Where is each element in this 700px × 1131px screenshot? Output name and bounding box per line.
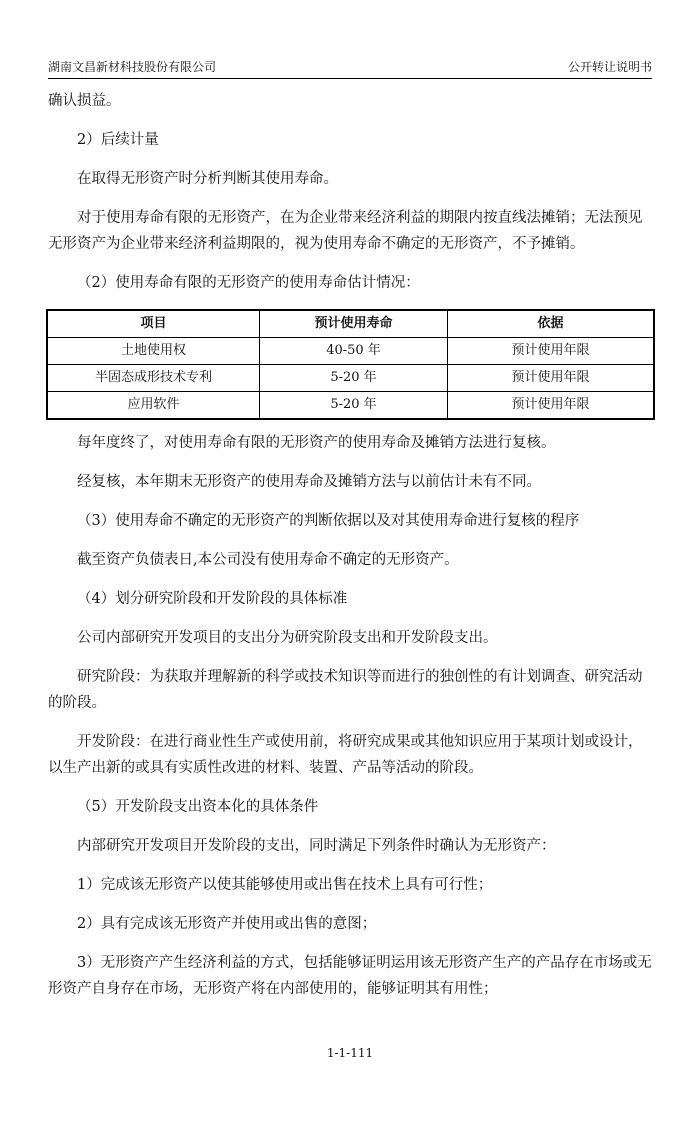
table-cell: 土地使用权 — [47, 338, 259, 365]
table-row — [47, 392, 654, 420]
table-header-row — [47, 310, 654, 338]
table-cell: 40-50 年 — [259, 338, 447, 365]
paragraph: 开发阶段：在进行商业性生产或使用前，将研究成果或其他知识应用于某项计划或设计，以生产出新的或具有实质性改进的材料、装置、产品等活动的阶段。 — [48, 734, 643, 776]
table-cell: 预计使用年限 — [448, 365, 654, 392]
table-cell: 预计使用年限 — [448, 338, 654, 365]
useful-life-table — [46, 309, 655, 420]
paragraph: 2）具有完成该无形资产并使用或出售的意图； — [77, 916, 377, 932]
paragraph: 对于使用寿命有限的无形资产，在为企业带来经济利益的期限内按直线法摊销；无法预见无形资产为企业带来经济利益期限的，视为使用寿命不确定的无形资产，不予摊销。 — [48, 210, 643, 252]
paragraph: （5）开发阶段支出资本化的具体条件 — [77, 799, 319, 815]
table-cell: 应用软件 — [47, 392, 259, 420]
paragraph: （2）使用寿命有限的无形资产的使用寿命估计情况： — [77, 275, 420, 291]
paragraph: 每年度终了，对使用寿命有限的无形资产的使用寿命及摊销方法进行复核。 — [77, 435, 556, 451]
paragraph: 公司内部研究开发项目的支出分为研究阶段支出和开发阶段支出。 — [77, 630, 498, 646]
header-company: 湖南文昌新材科技股份有限公司 — [48, 60, 217, 74]
page-body — [48, 88, 652, 1015]
paragraph: 在取得无形资产时分析判断其使用寿命。 — [77, 171, 338, 187]
paragraph: 内部研究开发项目开发阶段的支出，同时满足下列条件时确认为无形资产： — [77, 838, 556, 854]
table-header-item: 项目 — [47, 310, 259, 338]
table-cell: 5-20 年 — [259, 365, 447, 392]
paragraph: 3）无形资产产生经济利益的方式，包括能够证明运用该无形资产生产的产品存在市场或无形资产自身存在市场，无形资产将在内部使用的，能够证明其有用性； — [48, 955, 652, 997]
paragraph: 1）完成该无形资产以使其能够使用或出售在技术上具有可行性； — [77, 877, 493, 893]
table-header-basis: 依据 — [448, 310, 654, 338]
paragraph: 2）后续计量 — [77, 132, 159, 148]
paragraphs-top — [48, 88, 652, 296]
paragraph: （4）划分研究阶段和开发阶段的具体标准 — [77, 591, 348, 607]
table-cell: 半固态成形技术专利 — [47, 365, 259, 392]
paragraph: 确认损益。 — [48, 93, 121, 109]
page-header — [48, 56, 652, 79]
paragraph: 研究阶段：为获取并理解新的科学或技术知识等而进行的独创性的有计划调查、研究活动的阶段。 — [48, 669, 643, 711]
table-row — [47, 365, 654, 392]
paragraph: 截至资产负债表日,本公司没有使用寿命不确定的无形资产。 — [77, 552, 459, 568]
table-cell: 预计使用年限 — [448, 392, 654, 420]
paragraph: 经复核，本年期末无形资产的使用寿命及摊销方法与以前估计未有不同。 — [77, 474, 541, 490]
table-row — [47, 338, 654, 365]
page-number: 1-1-111 — [326, 1046, 374, 1060]
table-header-life: 预计使用寿命 — [259, 310, 447, 338]
paragraphs-bottom — [48, 430, 652, 1002]
header-doc-type: 公开转让说明书 — [567, 60, 652, 74]
paragraph: （3）使用寿命不确定的无形资产的判断依据以及对其使用寿命进行复核的程序 — [77, 513, 580, 529]
table-cell: 5-20 年 — [259, 392, 447, 420]
